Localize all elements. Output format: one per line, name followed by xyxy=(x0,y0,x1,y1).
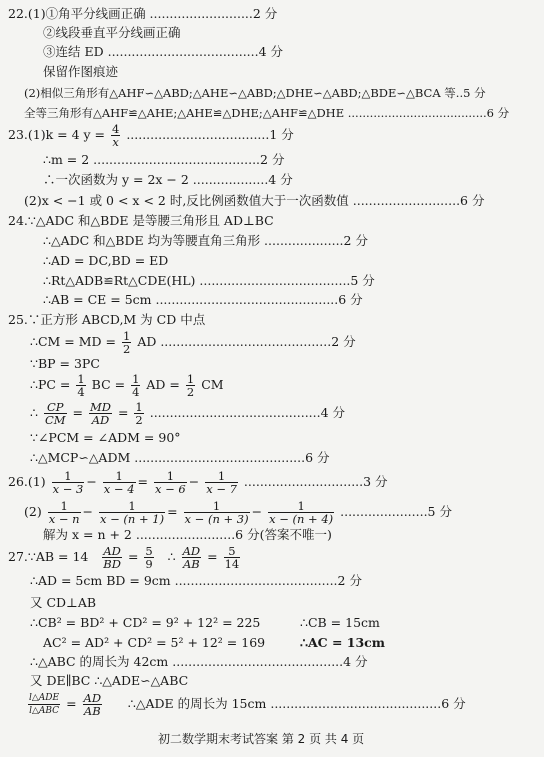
frac-numerator: 1 xyxy=(154,470,187,483)
frac-numerator: AD xyxy=(103,544,121,558)
frac-denominator: x − n xyxy=(48,512,80,526)
q27-line5-result: ∴AC = 13cm xyxy=(300,635,386,650)
frac-denominator: x − (n + 1) xyxy=(100,512,165,526)
q24-line1: 24.∵△ADC 和△BDE 是等腰三角形且 AD⊥BC xyxy=(8,213,274,228)
q25-line5-score: ...........................................4 分 xyxy=(149,405,346,420)
frac-numerator: 5 xyxy=(224,545,241,558)
q24-line5: ∴AB = CE = 5cm ..............................................6 分 xyxy=(43,292,363,307)
q27-line6: ∴△ABC 的周长为 42cm ...........................................4 分 xyxy=(30,654,368,669)
fraction xyxy=(205,470,238,495)
q25-line6: ∵∠PCM = ∠ADM = 90° xyxy=(30,430,181,445)
frac-numerator: CP xyxy=(44,401,67,414)
frac-numerator: 1 xyxy=(99,500,165,513)
q27-line4: ∴CB² = BD² + CD² = 9² + 12² = 225 xyxy=(30,615,261,630)
frac-numerator: 1 xyxy=(132,372,140,386)
q25-line2-score: AD ...........................................2 分 xyxy=(137,334,356,349)
fraction xyxy=(122,330,131,355)
q26-line3: 解为 x = n + 2 .........................6 分(答案不唯一) xyxy=(43,527,332,542)
q23-line2: ∴m = 2 ..........................................2 分 xyxy=(43,152,285,167)
q27-line5: AC² = AD² + CD² = 5² + 12² = 169 xyxy=(43,635,266,650)
q26-line1-text: 26.(1) xyxy=(8,474,46,489)
q27-line8-score: ∴△ADE 的周长为 15cm ...........................................6 分 xyxy=(127,696,466,711)
frac-numerator: MD xyxy=(89,400,111,414)
fraction xyxy=(144,545,153,570)
frac-numerator: 1 xyxy=(103,470,136,483)
fraction xyxy=(28,692,60,717)
frac-denominator: 2 xyxy=(123,342,131,356)
q25-line4-text: CM xyxy=(201,377,224,392)
frac-numerator: 1 xyxy=(77,372,85,386)
frac-numerator: AD xyxy=(182,544,201,558)
q26-line2: (2) $\frac{1}{x - n}$ − $\frac{1}{x - (n + 1)}$ = $\frac{1}{x - (n + 3)}$ − $\frac{1}{x - (n + 4)}$ ......................5 分 xyxy=(24,499,452,526)
fraction xyxy=(99,500,165,525)
q27-line7: 又 DE∥BC ∴△ADE∽△ABC xyxy=(30,673,189,688)
frac-numerator: AD xyxy=(83,691,102,705)
frac-denominator: BD xyxy=(103,557,121,571)
q25-line5-text: = xyxy=(117,405,129,420)
frac-denominator: 2 xyxy=(135,413,143,427)
fraction xyxy=(134,401,143,426)
q27-line3: 又 CD⊥AB xyxy=(30,595,97,610)
q24-line2: ∴△ADC 和△BDE 均为等腰直角三角形 ....................2 分 xyxy=(43,233,368,248)
q25-line5-text: ∴ xyxy=(30,405,38,420)
frac-numerator: 5 xyxy=(145,544,153,558)
frac-numerator: 1 xyxy=(48,500,81,513)
frac-denominator: l△ABC xyxy=(29,706,60,716)
fraction xyxy=(89,401,112,426)
q25-line2-text: ∴CM = MD = xyxy=(30,334,117,349)
fraction xyxy=(268,500,334,525)
q22-line3: ③连结 ED ......................................4 分 xyxy=(43,44,284,59)
fraction-4-over-x xyxy=(111,123,120,148)
frac-denominator: AB xyxy=(182,557,200,571)
q25-line1: 25.∵正方形 ABCD,M 为 CD 中点 xyxy=(8,312,206,327)
q26-line2-text: (2) xyxy=(24,504,42,519)
q25-line3: ∵BP = 3PC xyxy=(30,356,100,371)
q27-line2: ∴AD = 5cm BD = 9cm .........................................2 分 xyxy=(30,573,362,588)
q25-line2 xyxy=(30,330,356,354)
q23-line1-score: ....................................1 分 xyxy=(126,127,294,142)
frac-numerator: 1 xyxy=(268,500,334,513)
fraction xyxy=(44,401,67,426)
frac-numerator: 1 xyxy=(135,400,143,414)
frac-denominator: x − 4 xyxy=(103,482,135,496)
q25-line4-text: AD = xyxy=(146,377,180,392)
frac-numerator: 1 xyxy=(205,470,238,483)
q26-line1-score: ..............................3 分 xyxy=(243,474,388,489)
frac-numerator: 1 xyxy=(123,329,131,343)
frac-numerator: 4 xyxy=(112,122,120,136)
therefore-symbol: ∴ xyxy=(167,549,176,564)
q27-line8 xyxy=(26,690,466,718)
frac-denominator: 9 xyxy=(145,557,153,571)
fraction xyxy=(154,470,187,495)
q23-line1-text: 23.(1)k = 4 y = xyxy=(8,127,106,142)
fraction xyxy=(52,470,85,495)
q24-line3: ∴AD = DC,BD = ED xyxy=(43,253,169,268)
fraction xyxy=(184,500,250,525)
q22-line1: 22.(1)①角平分线画正确 ..........................2 分 xyxy=(8,6,278,21)
frac-denominator: 2 xyxy=(186,385,195,399)
q22-line4: 保留作图痕迹 xyxy=(43,64,119,79)
fraction xyxy=(76,373,85,398)
frac-denominator: 4 xyxy=(132,385,140,399)
frac-denominator: x xyxy=(112,135,119,149)
q23-line1 xyxy=(8,123,294,147)
q26-line1: 26.(1) $\frac{1}{x - 3}$ − $\frac{1}{x - 4}$ = $\frac{1}{x - 6}$ − $\frac{1}{x - 7}$ ..............................3 分 xyxy=(8,469,388,496)
frac-numerator: 1 xyxy=(184,500,250,513)
frac-numerator: 1 xyxy=(52,470,85,483)
q27-line1-text: 27.∵AB = 14 xyxy=(8,549,89,564)
fraction xyxy=(186,373,195,398)
q25-line4-text: ∴PC = xyxy=(30,377,71,392)
equals-sign: = xyxy=(207,549,218,564)
frac-numerator: l△ADE xyxy=(29,693,60,703)
q25-line7: ∴△MCP∽△ADM ...........................................6 分 xyxy=(30,450,330,465)
page-footer: 初二数学期末考试答案 第 2 页 共 4 页 xyxy=(158,732,365,746)
q25-line4-text: BC = xyxy=(91,377,126,392)
q22-line2: ②线段垂直平分线画正确 xyxy=(43,25,181,40)
q23-line4: (2)x < −1 或 0 < x < 2 时,反比例函数值大于一次函数值 ...........................6 分 xyxy=(24,193,485,208)
equals-sign: = xyxy=(66,696,77,711)
frac-denominator: CM xyxy=(44,413,66,427)
frac-denominator: AD xyxy=(91,413,110,427)
q22-line6: 全等三角形有△AHF≌△AHE;△AHE≌△DHE;△AHF≌△DHE ......................................6 分 xyxy=(24,106,510,120)
fraction xyxy=(182,545,202,570)
q27-line4-result: ∴CB = 15cm xyxy=(300,615,380,630)
frac-denominator: x − (n + 3) xyxy=(184,512,249,526)
frac-denominator: x − 3 xyxy=(52,482,84,496)
frac-denominator: 4 xyxy=(77,385,85,399)
q25-line4 xyxy=(30,373,224,397)
frac-denominator: x − 7 xyxy=(206,482,237,496)
frac-denominator: x − 6 xyxy=(154,482,186,496)
fraction xyxy=(102,545,122,570)
q22-line5: (2)相似三角形有△AHF∽△ABD;△AHE∽△ABD;△DHE∽△ABD;△BDE∽△BCA 等..5 分 xyxy=(24,86,486,100)
frac-denominator: x − (n + 4) xyxy=(269,512,334,526)
equals-sign: = xyxy=(127,549,139,564)
q25-line5-text: = xyxy=(72,405,83,420)
fraction xyxy=(103,470,136,495)
frac-numerator: 1 xyxy=(186,372,195,386)
fraction xyxy=(131,373,140,398)
fraction xyxy=(224,545,241,570)
q26-line2-score: ......................5 分 xyxy=(340,504,452,519)
fraction xyxy=(83,692,103,717)
frac-denominator: AB xyxy=(83,704,101,718)
q24-line4: ∴Rt△ADB≌Rt△CDE(HL) ......................................5 分 xyxy=(43,273,375,288)
q25-line5 xyxy=(30,400,345,426)
frac-denominator: 14 xyxy=(224,557,240,571)
q23-line3: ∴一次函数为 y = 2x − 2 ...................4 分 xyxy=(43,172,293,187)
q27-line1 xyxy=(8,544,242,570)
fraction xyxy=(48,500,81,525)
